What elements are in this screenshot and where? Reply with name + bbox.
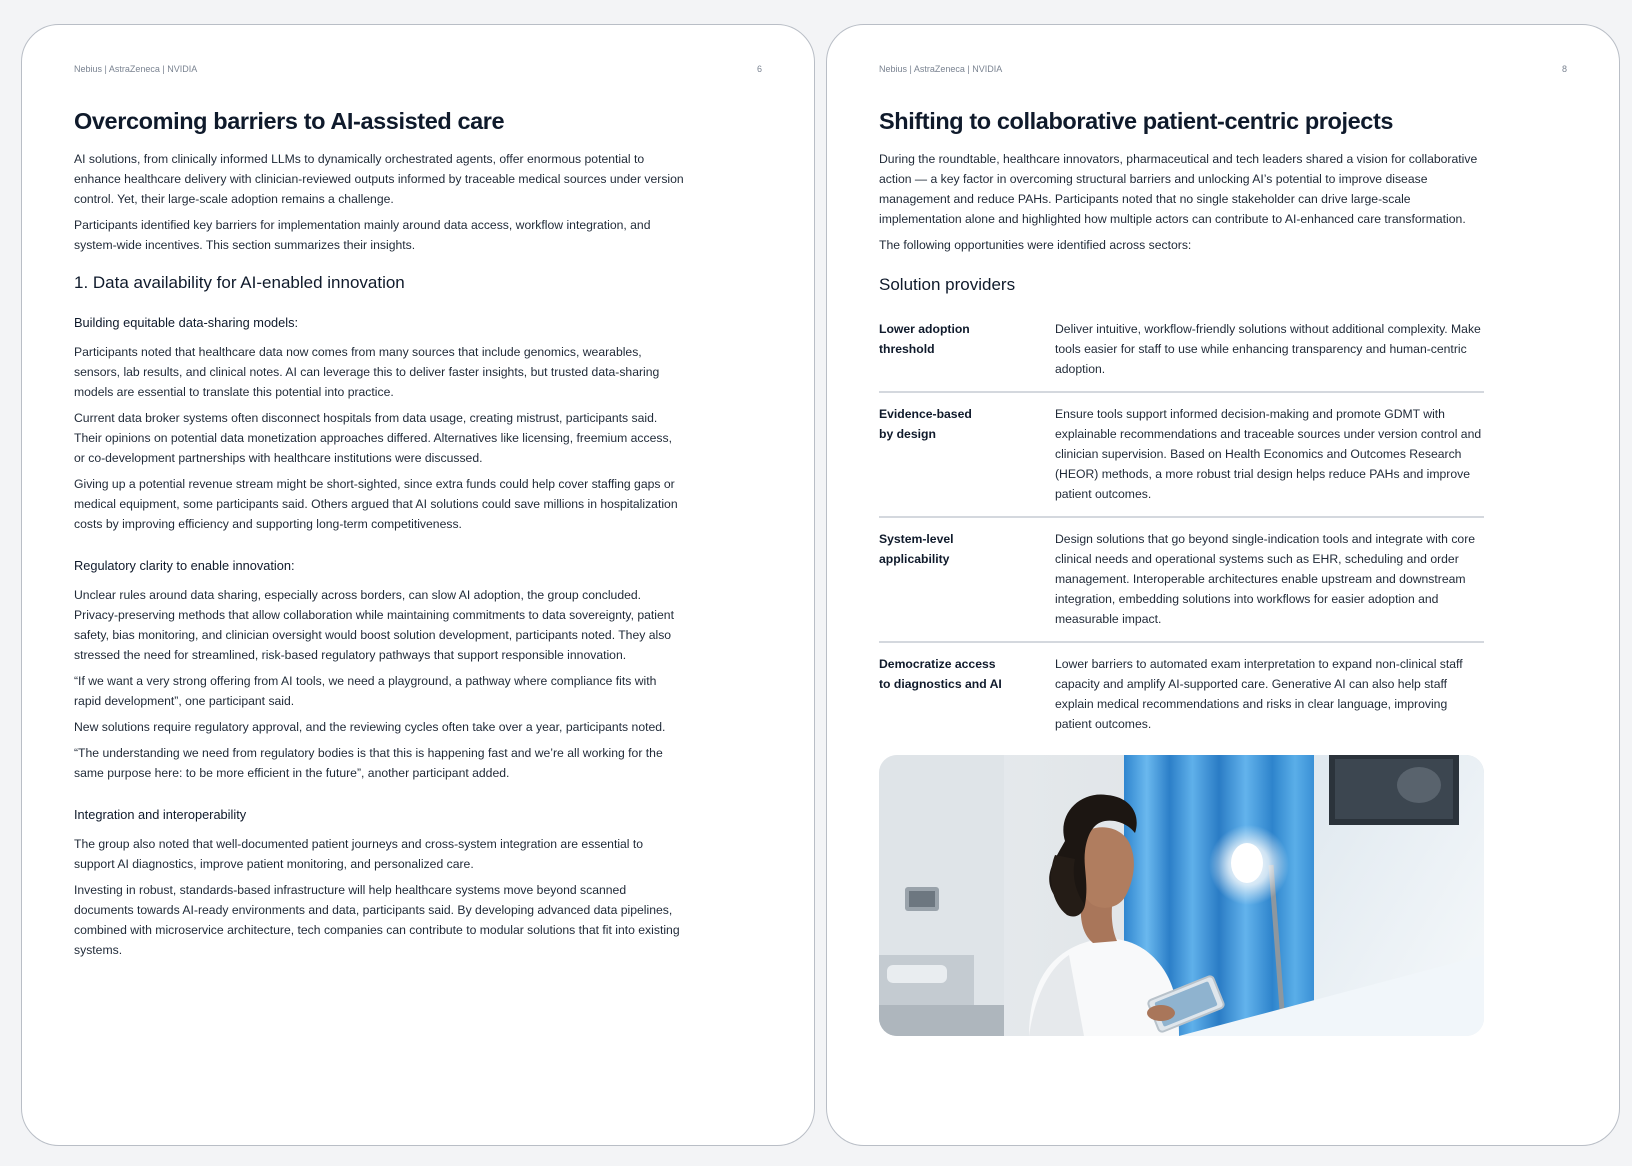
header-brands: Nebius | AstraZeneca | NVIDIA bbox=[74, 64, 198, 74]
row-description: Design solutions that go beyond single-indication tools and integrate with core clinical needs and operational systems such as EHR, scheduling and order management. Interoperable architectures enable upstream and downstream integration, embedding solutions into workflows for easier adoption and measurable impact. bbox=[1055, 532, 1476, 626]
table-row bbox=[879, 643, 1484, 734]
page-number: 8 bbox=[1561, 64, 1567, 74]
row-label-line: threshold bbox=[879, 342, 935, 356]
body-paragraph: Giving up a potential revenue stream might be short-sighted, since extra funds could help cover staffing gaps or medical equipment, some participants said. Others argued that AI solutions could save millions in hospitalization costs by improving efficiency and supporting long-term competitiveness. bbox=[74, 477, 678, 531]
row-label bbox=[879, 654, 1055, 734]
row-label-line: Lower adoption bbox=[879, 322, 970, 336]
subsection-heading: Integration and interoperability bbox=[74, 807, 247, 822]
report-page-right bbox=[826, 24, 1620, 1146]
body-paragraph: Participants noted that healthcare data now comes from many sources that include genomics, wearables, sensors, lab results, and clinical notes. AI can leverage this to deliver faster insights, but trusted data-sharing models are essential to translate this potential into practice. bbox=[74, 345, 660, 399]
quote-paragraph: “The understanding we need from regulatory bodies is that this is happening fast and we’re all working for the same purpose here: to be more efficient in the future”, another participant added. bbox=[74, 746, 663, 780]
row-label bbox=[879, 404, 1055, 504]
body-paragraph: Investing in robust, standards-based infrastructure will help healthcare systems move beyond scanned documents towards AI-ready environments and data, participants said. By developing advanced data pipelines, combined with microservice architecture, tech companies can contribute to modular solutions that fit into existing systems. bbox=[74, 883, 680, 957]
row-label bbox=[879, 529, 1055, 629]
row-description: Ensure tools support informed decision-making and promote GDMT with explainable recommendations and traceable sources under version control and clinician supervision. Based on Health Economics and Outcomes Research (HEOR) methods, a more robust trial design helps reduce PAHs and improve patient outcomes. bbox=[1055, 407, 1482, 501]
clinician-photo bbox=[879, 755, 1484, 1036]
solution-providers-table bbox=[879, 319, 1484, 734]
intro-paragraph: The following opportunities were identified across sectors: bbox=[879, 238, 1192, 252]
row-label-line: to diagnostics and AI bbox=[879, 677, 1002, 691]
row-description: Deliver intuitive, workflow-friendly solutions without additional complexity. Make tools easier for staff to use while enhancing transparency and human-centric adoption. bbox=[1055, 322, 1481, 376]
page-title: Overcoming barriers to AI-assisted care bbox=[74, 108, 505, 134]
report-page-left bbox=[21, 24, 815, 1146]
page-content bbox=[879, 105, 1484, 1036]
subsection-heading: Building equitable data-sharing models: bbox=[74, 315, 299, 330]
section-heading: Solution providers bbox=[879, 275, 1016, 294]
row-label-line: System-level bbox=[879, 532, 954, 546]
section-heading: 1. Data availability for AI-enabled innovation bbox=[74, 273, 405, 292]
page-content bbox=[74, 105, 684, 966]
clinician-photo-illustration bbox=[879, 755, 1484, 1036]
page-number: 6 bbox=[756, 64, 762, 74]
intro-paragraph: During the roundtable, healthcare innovators, pharmaceutical and tech leaders shared a vision for collaborative action — a key factor in overcoming structural barriers and unlocking AI’s potential to improve disease management and reduce PAHs. Participants noted that no single stakeholder can drive large-scale implementation alone and highlighted how multiple actors can contribute to AI-enhanced care transformation. bbox=[879, 152, 1478, 226]
subsection-heading: Regulatory clarity to enable innovation: bbox=[74, 558, 295, 573]
body-paragraph: Unclear rules around data sharing, especially across borders, can slow AI adoption, the group concluded. Privacy-preserving methods that allow collaboration while maintaining commitments to data sovereignty, patient safety, bias monitoring, and clinician oversight would boost solution development, participants noted. They also stressed the need for streamlined, risk-based regulatory pathways that support responsible innovation. bbox=[74, 588, 674, 662]
page-title: Shifting to collaborative patient-centric projects bbox=[879, 108, 1394, 134]
row-label-line: applicability bbox=[879, 552, 950, 566]
table-row bbox=[879, 319, 1484, 393]
quote-paragraph: “If we want a very strong offering from AI tools, we need a playground, a pathway where compliance fits with rapid development”, one participant said. bbox=[74, 674, 657, 708]
row-label-line: Democratize access bbox=[879, 657, 996, 671]
row-label bbox=[879, 319, 1055, 379]
table-row bbox=[879, 518, 1484, 643]
table-row bbox=[879, 393, 1484, 518]
row-label-line: by design bbox=[879, 427, 936, 441]
body-paragraph: Current data broker systems often disconnect hospitals from data usage, creating mistrust, participants said. Their opinions on potential data monetization approaches differed. Alternatives like licensing, freemium access, or co-development partnerships with healthcare institutions were discussed. bbox=[74, 411, 672, 465]
row-description: Lower barriers to automated exam interpretation to expand non-clinical staff capacity and amplify AI-supported care. Generative AI can also help staff explain medical recommendations and risks in clear language, improving patient outcomes. bbox=[1055, 657, 1463, 731]
body-paragraph: The group also noted that well-documented patient journeys and cross-system integration are essential to support AI diagnostics, improve patient monitoring, and personalized care. bbox=[74, 837, 644, 871]
body-paragraph: New solutions require regulatory approval, and the reviewing cycles often take over a year, participants noted. bbox=[74, 720, 666, 734]
row-label-line: Evidence-based bbox=[879, 407, 972, 421]
intro-paragraph: Participants identified key barriers for implementation mainly around data access, workflow integration, and system-wide incentives. This section summarizes their insights. bbox=[74, 218, 651, 252]
header-brands: Nebius | AstraZeneca | NVIDIA bbox=[879, 64, 1003, 74]
intro-paragraph: AI solutions, from clinically informed LLMs to dynamically orchestrated agents, offer enormous potential to enhance healthcare delivery with clinician-reviewed outputs informed by traceable medical sources under version control. Yet, their large-scale adoption remains a challenge. bbox=[74, 152, 684, 206]
